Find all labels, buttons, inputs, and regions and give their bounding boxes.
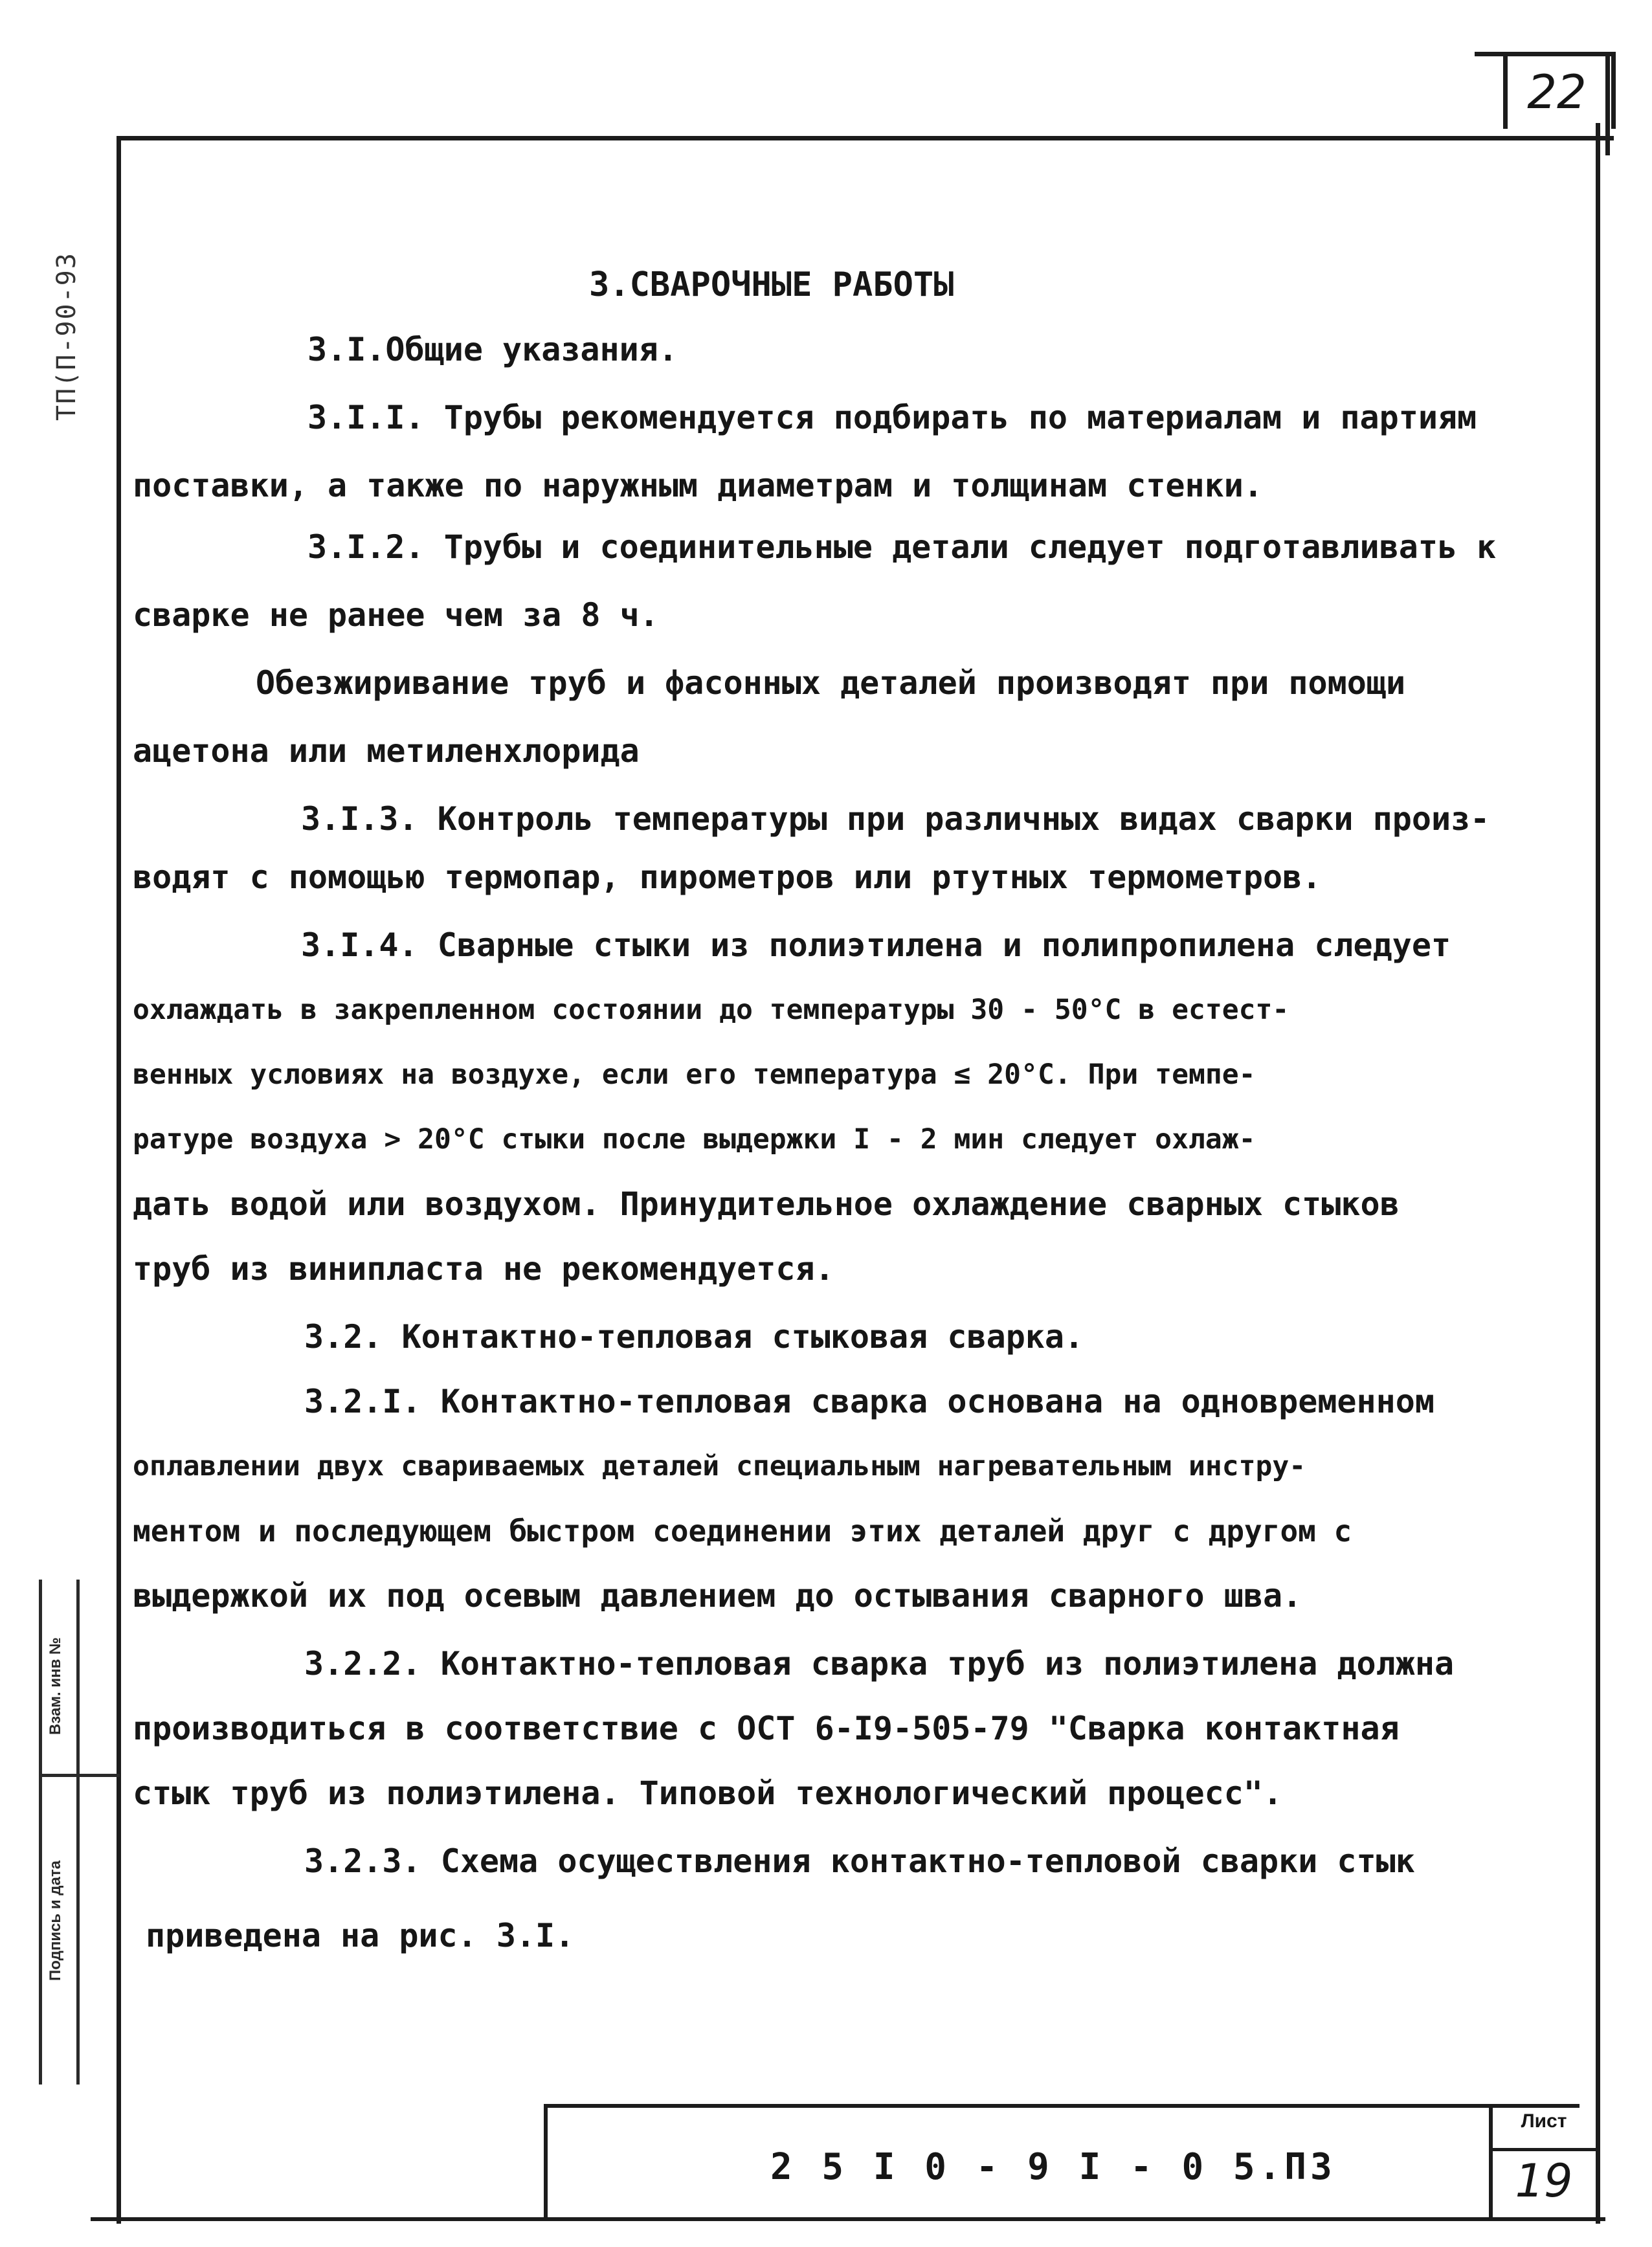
text-line: водят с помощью термопар, пирометров или ртутных термометров. — [133, 858, 1322, 896]
text-line: выдержкой их под осевым давлением до остывания сварного шва. — [133, 1577, 1302, 1615]
text-line: производиться в соответствие с ОСТ 6-I9-505-79 "Сварка контактная — [133, 1710, 1400, 1747]
page-frame-top — [118, 136, 1614, 140]
text-line: дать водой или воздухом. Принудительное охлаждение сварных стыков — [133, 1185, 1400, 1223]
side-label-signature-date: Подпись и дата — [47, 1861, 64, 1981]
sheet-label: Лист — [1521, 2110, 1567, 2132]
text-line: 3.I.I. Трубы рекомендуется подбирать по материалам и партиям — [307, 399, 1477, 436]
title-block-line — [544, 2104, 1579, 2108]
text-line: ацетона или метиленхлорида — [133, 732, 640, 770]
title-block-line — [544, 2104, 548, 2220]
text-line: ратуре воздуха > 20°C стыки после выдержки I - 2 мин следует охлаж- — [133, 1123, 1256, 1156]
inventory-stamp: ТП(П-90-93 — [52, 252, 82, 421]
document-code: 2 5 I 0 - 9 I - 0 5.ПЗ — [770, 2146, 1336, 2188]
page-number-box-tick — [1475, 52, 1507, 56]
page-frame-right — [1596, 123, 1600, 2224]
side-stamp-table — [39, 1580, 120, 2085]
text-line: 3.I.Общие указания. — [307, 331, 678, 368]
side-table-line — [39, 1774, 120, 1777]
text-line: 3.I.2. Трубы и соединительные детали следует подготавливать к — [307, 528, 1497, 566]
text-line: 3.2.2. Контактно-тепловая сварка труб из полиэтилена должна — [304, 1645, 1455, 1682]
text-line: 3.2. Контактно-тепловая стыковая сварка. — [304, 1318, 1084, 1356]
title-block-line — [1489, 2104, 1493, 2220]
text-line: поставки, а также по наружным диаметрам и толщинам стенки. — [133, 467, 1263, 504]
side-table-line — [76, 1580, 80, 2085]
text-line: труб из винипласта не рекомендуется. — [133, 1250, 834, 1288]
page-number-top: 22 — [1527, 65, 1587, 119]
page-number-box-tick — [1605, 52, 1610, 155]
text-line: ментом и последующем быстром соединении этих деталей друг с другом с — [133, 1514, 1352, 1548]
text-line: сварке не ранее чем за 8 ч. — [133, 596, 659, 634]
text-line: 3.2.3. Схема осуществления контактно-тепловой сварки стык — [304, 1842, 1415, 1880]
title-block-line — [1489, 2148, 1599, 2151]
text-line: венных условиях на воздухе, если его температура ≤ 20°C. При темпе- — [133, 1058, 1256, 1091]
text-line: приведена на рис. 3.I. — [146, 1917, 575, 1954]
text-line: 3.I.4. Сварные стыки из полиэтилена и полипропилена следует — [301, 926, 1451, 964]
section-title: 3.СВАРОЧНЫЕ РАБОТЫ — [589, 265, 954, 304]
sheet-number: 19 — [1515, 2154, 1573, 2208]
side-table-line — [39, 1580, 42, 2085]
text-line: Обезжиривание труб и фасонных деталей производят при помощи — [256, 664, 1406, 702]
text-line: охлаждать в закрепленном состоянии до температуры 30 - 50°C в естест- — [133, 994, 1289, 1026]
side-label-inv-no: Взам. инв № — [47, 1637, 64, 1735]
page-frame-bottom — [91, 2217, 1605, 2221]
text-line: оплавлении двух свариваемых деталей специальным нагревательным инстру- — [133, 1450, 1306, 1482]
text-line: 3.I.3. Контроль температуры при различных видах сварки произ- — [301, 800, 1490, 838]
text-line: 3.2.I. Контактно-тепловая сварка основана на одновременном — [304, 1383, 1434, 1420]
text-line: стык труб из полиэтилена. Типовой технологический процесс". — [133, 1774, 1283, 1812]
